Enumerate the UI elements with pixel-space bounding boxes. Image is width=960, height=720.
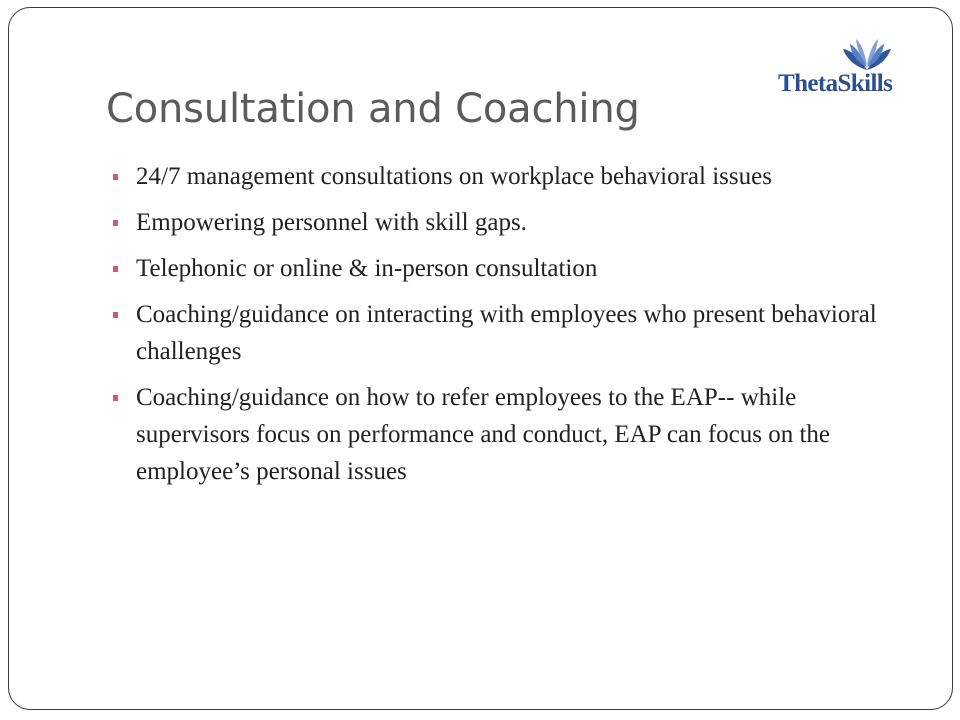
- theta-skills-logo: [776, 32, 906, 102]
- logo-text: ThetaSkills: [778, 70, 893, 97]
- square-bullet-icon: [113, 266, 118, 272]
- square-bullet-icon: [113, 395, 118, 401]
- bullet-item: [113, 250, 913, 287]
- square-bullet-icon: [113, 174, 118, 180]
- bullet-text: Telephonic or online & in-person consultation: [136, 255, 598, 282]
- square-bullet-icon: [113, 312, 118, 318]
- bullet-text: Coaching/guidance on interacting with employees who present behavioral challenges: [136, 301, 877, 365]
- bullet-text: 24/7 management consultations on workplace behavioral issues: [136, 163, 772, 190]
- square-bullet-icon: [113, 220, 118, 226]
- bullet-item: [113, 204, 913, 241]
- bullet-item: [113, 296, 913, 370]
- bullet-item: [113, 158, 913, 195]
- open-book-icon: [840, 32, 894, 72]
- slide-title: Consultation and Coaching: [106, 86, 640, 132]
- bullet-item: [113, 379, 913, 490]
- bullet-text: Empowering personnel with skill gaps.: [136, 209, 527, 236]
- bullet-text: Coaching/guidance on how to refer employees to the EAP-- while supervisors focus on performance and conduct, EAP can focus on the employee’s personal issues: [136, 384, 831, 485]
- bullet-list: [113, 158, 913, 499]
